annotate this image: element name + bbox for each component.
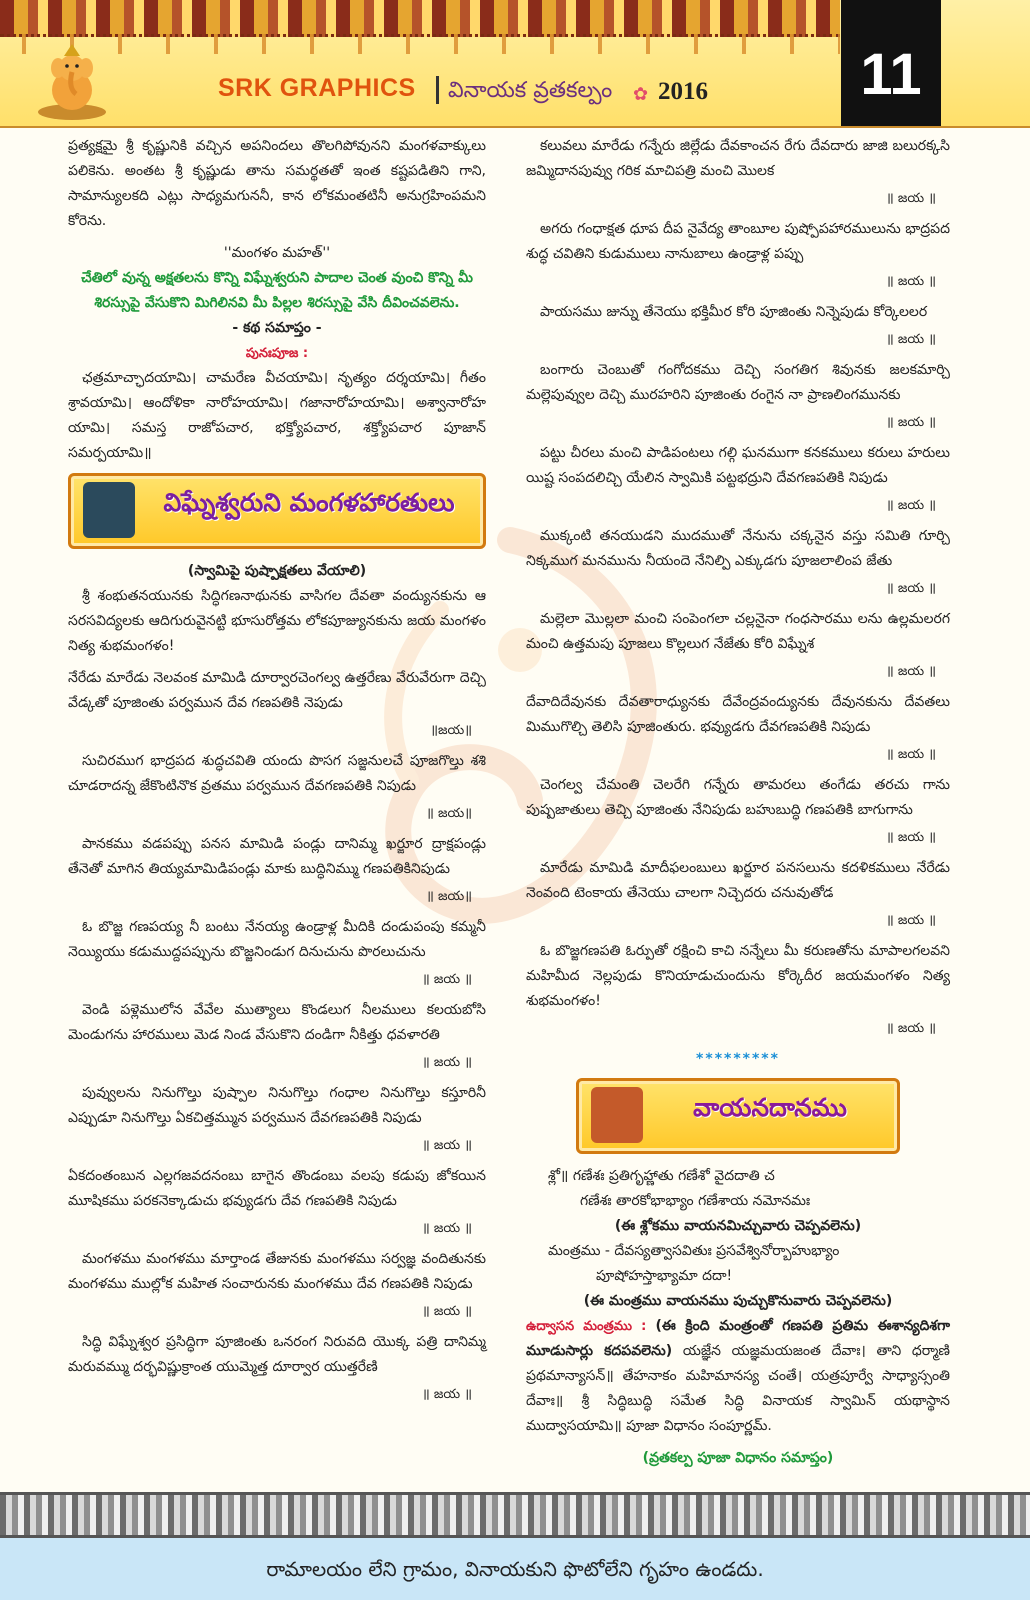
year: 2016 xyxy=(658,78,708,105)
verse: ఓ బొజ్జ గణపయ్య నీ బంటు నేనయ్య ఉండ్రాళ్ల మీదికి దండుపంపు కమ్మనీ నెయ్యియు కడుముద్దపప్పును బొజ్జనిండుగ దినుచును పొరలుచును xyxy=(68,919,486,960)
sloka-note: (ఈ శ్లోకము వాయనమిచ్చువారు చెప్పవలెను) xyxy=(614,1218,862,1234)
verse: శ్రీ శంభుతనయునకు సిద్ధిగణనాథునకు వాసిగల దేవతా వంద్యునకును ఆ సరసవిద్యలకు ఆదిగురువైనట్టి భూసురోత్తమ లోకపూజ్యునకును జయ మంగళం నిత్య శుభమంగళం! xyxy=(68,588,486,654)
flower-instruction: (స్వామిపై పుష్పాక్షతలు వేయాలి) xyxy=(187,563,367,579)
mantra-line: మంత్రము - దేవస్యత్వాసవితుః ప్రసవేశ్వినోర్బాహుభ్యాం xyxy=(548,1243,840,1259)
jaya-refrain: ॥ జయ ॥ xyxy=(421,1304,472,1319)
sloka-block xyxy=(526,1164,950,1214)
left-column xyxy=(68,134,486,1413)
verse: బంగారు చెంబుతో గంగోదకము దెచ్చి సంగతిగ శివునకు జలకమార్చి మల్లెపువ్వుల దెచ్చి మురహరిని పూజింతు రంగైన నా ప్రాణలింగమునకు xyxy=(526,362,950,403)
jaya-refrain: ॥ జయ ॥ xyxy=(885,581,936,596)
verse: పువ్వులను నినుగొల్తు పుష్పాల నినుగొల్తు గంధాల నినుగొల్తు కస్తూరినీ ఎప్పుడూ నినుగొల్తు ఏకచిత్తమ్మున పర్వమున దేవగణపతికి నిపుడు xyxy=(68,1085,486,1126)
jaya-refrain: ॥జయ॥ xyxy=(430,723,472,738)
jaya-refrain: ॥ జయ॥ xyxy=(426,889,472,904)
jaya-refrain: ॥ జయ ॥ xyxy=(885,747,936,762)
jaya-refrain: ॥ జయ ॥ xyxy=(885,191,936,206)
verse: కలువలు మారేడు గన్నేరు జిల్లేడు దేవకాంచన రేగు దేవదారు జాజి బలురక్కసి జమ్మిదానపువ్వు గరిక మాచిపత్రి మంచి మొలక xyxy=(526,138,950,179)
jaya-refrain: ॥ జయ ॥ xyxy=(885,498,936,513)
mantra-note: (ఈ మంత్రము వాయనము పుచ్చుకొనువారు చెప్పవలెను) xyxy=(583,1293,893,1309)
jaya-refrain: ॥ జయ ॥ xyxy=(885,913,936,928)
sloka-line: గణేశః తారకోభాభ్యాం గణేశాయ నమోనమః xyxy=(580,1193,811,1209)
verse: పాయసము జున్ను తేనెయు భక్తిమీర కోరి పూజింతు నిన్నెపుడు కోర్కెలలర xyxy=(540,304,928,320)
verse: ఓ బొజ్జగణపతి ఓర్పుతో రక్షించి కాచి నన్నేలు మీ కరుణతోను మాపాలగలవని మహిమీద నెల్లపుడు కొనియాడుచుందును కోర్కెదీర జయమంగళం నిత్య శుభమంగళం! xyxy=(526,943,950,1009)
ganesha-icon xyxy=(32,42,112,122)
garland-drops xyxy=(0,34,840,54)
mangalam-heading: ''మంగళం మహత్'' xyxy=(223,245,331,261)
star-divider: ********* xyxy=(696,1051,780,1067)
jaya-refrain: ॥ జయ ॥ xyxy=(885,274,936,289)
vayanadanamu-banner xyxy=(576,1078,900,1154)
closing-line: (వ్రతకల్ప పూజా విధానం సమాప్తం) xyxy=(642,1450,834,1466)
jaya-refrain: ॥ జయ ॥ xyxy=(885,1021,936,1036)
verse: చెంగల్వ చేమంతి చెలరేగి గన్నేరు తామరలు తంగేడు తరచు గాను పుష్పజాతులు తెచ్చి పూజింతు నేనిపుడు బహుబుద్ధి గణపతికి బాగుగాను xyxy=(526,777,950,818)
verse: సుచిరముగ భాద్రపద శుద్ధచవితి యందు పొసగ సజ్జనులచే పూజగొల్తు శశి చూడరాదన్న జేకొంటినొక వ్రతము పర్వమున దేవగణపతికి నిపుడు xyxy=(68,753,486,794)
verse: అగరు గంధాక్షత ధూప దీప నైవేద్య తాంబూల పుష్పోపహారములును భాద్రపద శుద్ధ చవితిని కుడుములు నానుబాలు ఉండ్రాళ్ల పప్పు xyxy=(526,221,950,262)
sloka-line: శ్లో॥ గణేశః ప్రతిగృహ్ణాతు గణేశో వైదదాతి చ xyxy=(548,1168,775,1184)
verse: దేవాదిదేవునకు దేవతారాధ్యునకు దేవేంద్రవంద్యునకు దేవునకును దేవతలు మిముగొల్చి తెలిసి పూజింతురు. భవ్యుడగు దేవగణపతికి నిపుడు xyxy=(526,694,950,735)
udvasana-paragraph xyxy=(526,1314,950,1439)
brand-name: SRK GRAPHICS xyxy=(218,74,416,102)
jaya-refrain: ॥ జయ॥ xyxy=(426,806,472,821)
verse: నేరేడు మారేడు నెలవంక మామిడి దూర్వారచెంగల్వ ఉత్తరేణు వేరువేరుగా దెచ్చి వేడ్కతో పూజింతు పర్వమున దేవ గణపతికి నెపుడు xyxy=(68,670,486,711)
verse: మారేడు మామిడి మాదీఫలంబులు ఖర్జూర పనసలును కదళికములు నేరేడు నెంవంది టెంకాయ తేనెయు చాలగా నిచ్చెదరు చనువుతోడ xyxy=(526,860,950,901)
mantra-line: పూషోహస్తాభ్యామా దదా! xyxy=(596,1268,733,1284)
garland-decoration xyxy=(0,0,840,37)
ornamental-border xyxy=(0,1492,1030,1538)
women-vayanam-illustration xyxy=(591,1087,643,1143)
story-paragraph: ప్రత్యక్షమై శ్రీ కృష్ణునికి వచ్చిన అపనిందలు తొలగిపోవునని మంగళవాక్కులు పలికెను. అంతట శ్రీ కృష్ణుడు తాను సమర్థతతో ఇంత కష్టపడితిని గాని, సామాన్యులకది ఎట్లు సాధ్యమగుననీ, కాన లోకమంతటినీ అనుగ్రహింపమని కోరెను. xyxy=(68,138,486,229)
page-header xyxy=(0,0,1030,128)
udvasana-note: (ఈ క్రింది మంత్రంతో గణపతి ప్రతిమ ఈశాన్యదిశగా మూడుసార్లు కదపవలెను) xyxy=(526,1318,951,1359)
jaya-refrain: ॥ జయ ॥ xyxy=(421,972,472,987)
udvasana-label: ఉద్వాసన మంత్రము : xyxy=(526,1319,647,1334)
upachara-paragraph: ఛత్రమాచ్ఛాదయామి। చామరేణ వీచయామి। నృత్యం దర్శయామి। గీతం శ్రావయామి। ఆందోళికా నారోహయామి। గజానారోహయామి। అశ్వానారోహ యామి। సమస్త రాజోపచార, భక్త్యోపచార, శక్త్యోపచార పూజాన్ సమర్పయామి॥ xyxy=(68,370,486,461)
mantra-block xyxy=(526,1239,950,1289)
verse: వెండి పళ్లెములోన వేవేల ముత్యాలు కొండలుగ నీలములు కలయబోసి మెండుగను హారములు మెడ నిండ వేసుకొని దండిగా నీకిత్తు ధవళారతి xyxy=(68,1002,486,1043)
verse: ఏకదంతంబున ఎల్లగజవదనంబు బాగైన తొండంబు వలపు కడుపు జోకయిన మూషికము పరకనెక్కాడుచు భవ్యుడగు దేవ గణపతికి నిపుడు xyxy=(68,1168,486,1209)
ganesha-photo xyxy=(83,482,135,538)
book-subtitle: వినాయక వ్రతకల్పం xyxy=(448,78,613,103)
jaya-refrain: ॥ జయ ॥ xyxy=(885,332,936,347)
mangala-harathulu-banner xyxy=(68,473,486,549)
udvasana-text: యజ్ఞేన యజ్ఞమయజంత దేవాః। తాని ధర్మాణి ప్రథమాన్యాసన్॥ తేహనాకం మహిమానస్య చంతే। యత్రపూర్వే సాధ్యాస్సంతి దేవాః॥ శ్రీ సిద్ధిబుద్ధి సమేత సిద్ధి వినాయక స్వామిన్ యథాస్థాన ముద్వాసయామి॥ పూజా విధానం సంపూర్ణమ్. xyxy=(526,1343,950,1434)
jaya-refrain: ॥ జయ ॥ xyxy=(421,1138,472,1153)
section-title: విఘ్నేశ్వరుని మంగళహారతులు xyxy=(163,488,455,517)
jaya-refrain: ॥ జయ ॥ xyxy=(885,415,936,430)
verse: సిద్ధి విఘ్నేశ్వర ప్రసిద్ధిగా పూజింతు ఒనరంగ నిరువది యొక్క పత్రి దానిమ్మ మరువమ్ము దర్భవిష్ణుక్రాంత యుమ్మెత్త దూర్వార యుత్తరేణి xyxy=(68,1334,486,1375)
page-number: 11 xyxy=(841,0,941,126)
header-divider xyxy=(436,76,439,104)
verse: ముక్కంటి తనయుడని ముదముతో నేనును చక్కనైన వస్తు సమితి గూర్చి నిక్కముగ మనమును నీయందె నేనిల్పి ఎక్కుడగు పూజలాలింప జేతు xyxy=(526,528,950,569)
punah-pooja-label: పునఃపూజ : xyxy=(245,346,309,361)
jaya-refrain: ॥ జయ ॥ xyxy=(421,1387,472,1402)
verse: పానకము వడపప్పు పనస మామిడి పండ్లు దానిమ్మ ఖర్జూర ద్రాక్షపండ్లు తేనెతో మాగిన తియ్యమామిడిపండ్లు మాకు బుద్ధినిమ్ము గణపతికినిపుడు xyxy=(68,836,486,877)
right-column xyxy=(526,134,950,1471)
jaya-refrain: ॥ జయ ॥ xyxy=(421,1055,472,1070)
verse: మంగళము మంగళము మార్తాండ తేజునకు మంగళము సర్వజ్ఞ వందితునకు మంగళము ముల్లోక మహిత సంచారునకు మంగళము దేవ గణపతికి నిపుడు xyxy=(68,1251,486,1292)
verse: పట్టు చీరలు మంచి పాడిపంటలు గల్గి ఘనముగా కనకములు కరులు హరులు యిష్ట సంపదలిచ్చి యేలిన స్వామికి పట్టభద్రుని దేవగణపతికి నిపుడు xyxy=(526,445,950,486)
jaya-refrain: ॥ జయ ॥ xyxy=(885,664,936,679)
katha-end: - కథ సమాప్తం - xyxy=(232,320,322,336)
akshata-instruction: చేతిలో వున్న అక్షతలను కొన్ని విఘ్నేశ్వరుని పాదాల చెంత వుంచి కొన్ని మీ శిరస్సుపై వేసుకొని మిగిలినవి మీ పిల్లల శిరస్సుపై వేసి దీవించవలెను. xyxy=(81,270,473,311)
jaya-refrain: ॥ జయ ॥ xyxy=(885,830,936,845)
jaya-refrain: ॥ జయ ॥ xyxy=(421,1221,472,1236)
section-title: వాయనదానము xyxy=(693,1093,847,1122)
flower-icon: ✿ xyxy=(633,84,649,105)
footer-quote: రామాలయం లేని గ్రామం, వినాయకుని ఫొటోలేని గృహం ఉండదు. xyxy=(0,1538,1030,1600)
verse: మల్లెలా మొల్లలా మంచి సంపెంగలా చల్లనైనా గంధసారము లను ఉల్లమలరగ మంచి ఉత్తమపు పూజలు కొల్లలుగ నేజేతు కోరి విఘ్నేశ xyxy=(526,611,950,652)
